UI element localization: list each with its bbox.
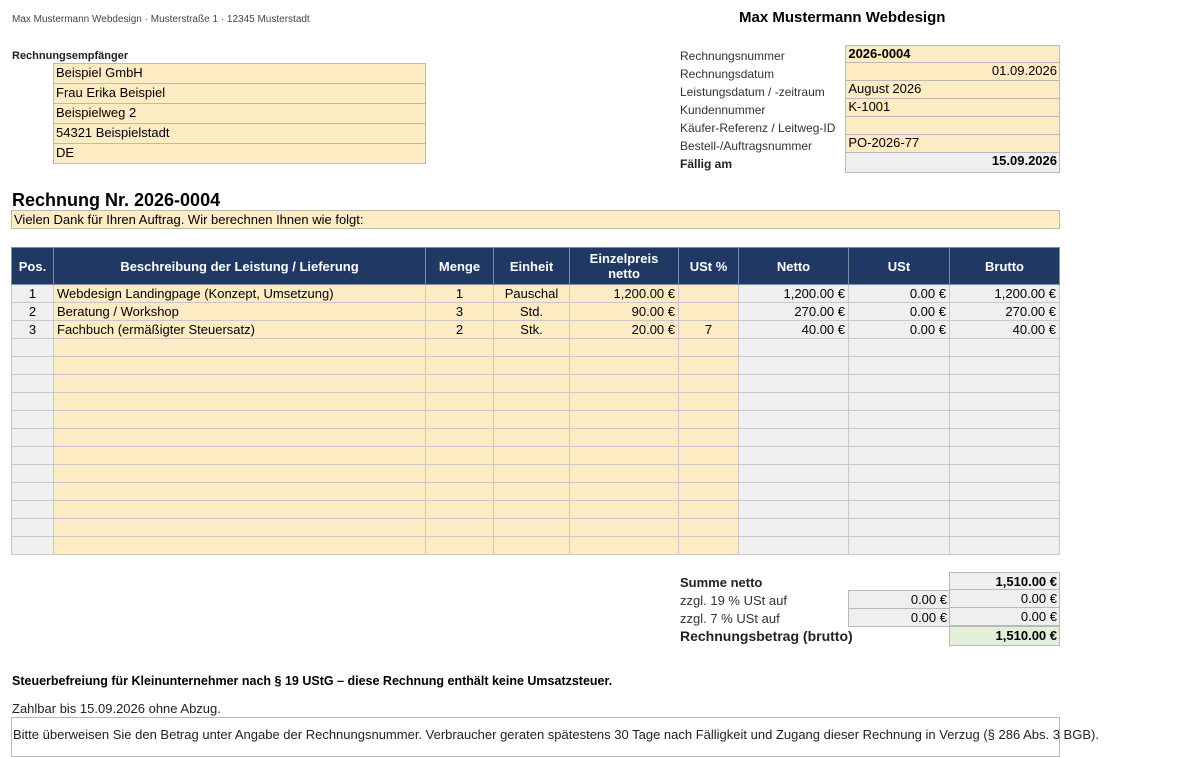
cell-unit[interactable] — [494, 357, 570, 375]
cell-quantity[interactable]: 1 — [426, 285, 494, 303]
cell-vat-rate[interactable] — [679, 447, 739, 465]
gross-total-value: 1,510.00 € — [949, 626, 1060, 646]
cell-unit[interactable] — [494, 339, 570, 357]
cell-unit-price[interactable] — [570, 393, 679, 411]
intro-text-field[interactable]: Vielen Dank für Ihren Auftrag. Wir berechnen Ihnen wie folgt: — [11, 210, 1060, 229]
cell-vat — [849, 393, 950, 411]
cell-unit-price[interactable] — [570, 483, 679, 501]
cell-unit[interactable] — [494, 393, 570, 411]
cell-gross — [950, 519, 1060, 537]
cell-unit[interactable] — [494, 483, 570, 501]
cell-vat-rate[interactable] — [679, 501, 739, 519]
cell-unit[interactable]: Pauschal — [494, 285, 570, 303]
cell-unit-price[interactable]: 20.00 € — [570, 321, 679, 339]
meta-label: Rechnungsdatum — [680, 67, 775, 81]
cell-pos: 1 — [12, 285, 54, 303]
cell-description[interactable]: Fachbuch (ermäßigter Steuersatz) — [54, 321, 426, 339]
recipient-block — [53, 63, 426, 164]
cell-vat — [849, 447, 950, 465]
table-row — [12, 393, 1060, 411]
cell-vat — [849, 429, 950, 447]
table-row — [12, 321, 1060, 339]
table-header-row — [12, 248, 1060, 285]
col-header-vat: USt — [849, 248, 950, 285]
col-header-net: Netto — [739, 248, 849, 285]
cell-unit-price[interactable] — [570, 447, 679, 465]
cell-quantity[interactable]: 2 — [426, 321, 494, 339]
recipient-label: Rechnungsempfänger — [12, 50, 129, 62]
cell-description[interactable] — [54, 375, 426, 393]
cell-pos — [12, 393, 54, 411]
cell-quantity[interactable] — [426, 411, 494, 429]
invoice-date-field[interactable]: 01.09.2026 — [845, 62, 1060, 83]
service-date-field[interactable]: August 2026 — [845, 80, 1060, 101]
cell-gross — [950, 447, 1060, 465]
col-header-unit-price: Einzelpreis netto — [570, 248, 679, 285]
cell-unit-price[interactable] — [570, 357, 679, 375]
cell-unit[interactable] — [494, 465, 570, 483]
cell-description[interactable] — [54, 411, 426, 429]
cell-quantity[interactable] — [426, 501, 494, 519]
cell-pos — [12, 357, 54, 375]
cell-gross — [950, 483, 1060, 501]
recipient-line[interactable]: DE — [53, 143, 426, 164]
table-row — [12, 429, 1060, 447]
cell-description[interactable] — [54, 393, 426, 411]
payment-terms: Zahlbar bis 15.09.2026 ohne Abzug. — [12, 701, 221, 716]
gross-total-label: Rechnungsbetrag (brutto) — [680, 628, 853, 644]
cell-description[interactable] — [54, 501, 426, 519]
cell-unit[interactable] — [494, 375, 570, 393]
cell-net — [739, 519, 849, 537]
cell-quantity[interactable]: 3 — [426, 303, 494, 321]
table-row — [12, 339, 1060, 357]
meta-label: Rechnungsnummer — [680, 49, 785, 63]
cell-unit-price[interactable] — [570, 519, 679, 537]
meta-label: Käufer-Referenz / Leitweg-ID — [680, 121, 836, 135]
meta-row — [680, 153, 1060, 171]
cell-gross: 1,200.00 € — [950, 285, 1060, 303]
cell-quantity[interactable] — [426, 465, 494, 483]
cell-description[interactable] — [54, 447, 426, 465]
cell-net — [739, 537, 849, 555]
sender-line: Max Mustermann Webdesign · Musterstraße 1 · 12345 Musterstadt — [12, 14, 310, 25]
cell-quantity[interactable] — [426, 393, 494, 411]
cell-unit[interactable] — [494, 501, 570, 519]
table-row — [12, 303, 1060, 321]
cell-pos: 3 — [12, 321, 54, 339]
cell-unit-price[interactable] — [570, 465, 679, 483]
cell-description[interactable] — [54, 339, 426, 357]
cell-vat — [849, 375, 950, 393]
cell-description[interactable]: Webdesign Landingpage (Konzept, Umsetzung) — [54, 285, 426, 303]
col-header-unit: Einheit — [494, 248, 570, 285]
col-header-vat-rate: USt % — [679, 248, 739, 285]
table-row — [12, 411, 1060, 429]
cell-quantity[interactable] — [426, 483, 494, 501]
meta-label: Kundennummer — [680, 103, 766, 117]
net-total-label: Summe netto — [680, 575, 763, 590]
vat7-label: zzgl. 7 % USt auf — [680, 611, 780, 626]
cell-net — [739, 393, 849, 411]
cell-net — [739, 501, 849, 519]
cell-net — [739, 483, 849, 501]
cell-description[interactable] — [54, 357, 426, 375]
cell-vat-rate[interactable] — [679, 483, 739, 501]
table-row — [12, 447, 1060, 465]
cell-vat-rate[interactable] — [679, 375, 739, 393]
cell-vat-rate[interactable] — [679, 519, 739, 537]
col-header-quantity: Menge — [426, 248, 494, 285]
cell-vat-rate[interactable] — [679, 429, 739, 447]
cell-unit-price[interactable] — [570, 411, 679, 429]
cell-unit-price[interactable] — [570, 537, 679, 555]
meta-label: Fällig am — [680, 157, 733, 171]
cell-vat-rate[interactable] — [679, 303, 739, 321]
table-body — [12, 285, 1060, 555]
cell-gross — [950, 429, 1060, 447]
cell-net — [739, 339, 849, 357]
company-name: Max Mustermann Webdesign — [739, 9, 946, 26]
cell-gross — [950, 465, 1060, 483]
cell-pos: 2 — [12, 303, 54, 321]
cell-net: 40.00 € — [739, 321, 849, 339]
meta-row — [680, 45, 1060, 63]
cell-description[interactable]: Beratung / Workshop — [54, 303, 426, 321]
cell-vat: 0.00 € — [849, 303, 950, 321]
transfer-note-field[interactable]: Bitte überweisen Sie den Betrag unter Angabe der Rechnungsnummer. Verbraucher geraten spätestens 30 Tage nach Fälligkeit und Zugang dieser Rechnung in Verzug (§ 286 Abs. 3 BGB). — [11, 717, 1060, 757]
vat19-base: 0.00 € — [848, 590, 950, 609]
invoice-meta — [680, 45, 1060, 171]
cell-gross: 40.00 € — [950, 321, 1060, 339]
cell-gross — [950, 393, 1060, 411]
meta-label: Leistungsdatum / -zeitraum — [680, 85, 825, 99]
tax-exemption-note: Steuerbefreiung für Kleinunternehmer nach § 19 UStG – diese Rechnung enthält keine Umsatzsteuer. — [12, 674, 613, 688]
cell-gross — [950, 357, 1060, 375]
cell-vat-rate[interactable]: 7 — [679, 321, 739, 339]
invoice-title: Rechnung Nr. 2026-0004 — [12, 190, 221, 210]
table-row — [12, 501, 1060, 519]
cell-vat-rate[interactable] — [679, 285, 739, 303]
meta-label: Bestell-/Auftragsnummer — [680, 139, 813, 153]
cell-pos — [12, 537, 54, 555]
vat19-value: 0.00 € — [949, 589, 1060, 608]
recipient-line[interactable]: 54321 Beispielstadt — [53, 123, 426, 144]
cell-vat — [849, 501, 950, 519]
cell-vat: 0.00 € — [849, 285, 950, 303]
cell-vat — [849, 465, 950, 483]
due-date-field: 15.09.2026 — [845, 152, 1060, 173]
vat7-base: 0.00 € — [848, 608, 950, 627]
cell-vat — [849, 339, 950, 357]
cell-description[interactable] — [54, 519, 426, 537]
cell-gross: 270.00 € — [950, 303, 1060, 321]
col-header-gross: Brutto — [950, 248, 1060, 285]
cell-gross — [950, 411, 1060, 429]
cell-net: 1,200.00 € — [739, 285, 849, 303]
cell-vat — [849, 537, 950, 555]
vat7-value: 0.00 € — [949, 607, 1060, 626]
table-row — [12, 483, 1060, 501]
table-row — [12, 375, 1060, 393]
order-number-field[interactable]: PO-2026-77 — [845, 134, 1060, 155]
cell-unit[interactable]: Stk. — [494, 321, 570, 339]
cell-unit-price[interactable]: 1,200.00 € — [570, 285, 679, 303]
cell-net — [739, 375, 849, 393]
cell-pos — [12, 483, 54, 501]
meta-row — [680, 117, 1060, 135]
line-items-table — [11, 247, 1060, 555]
cell-quantity[interactable] — [426, 357, 494, 375]
cell-quantity[interactable] — [426, 375, 494, 393]
cell-gross — [950, 501, 1060, 519]
cell-vat-rate[interactable] — [679, 465, 739, 483]
cell-unit-price[interactable]: 90.00 € — [570, 303, 679, 321]
cell-pos — [12, 339, 54, 357]
cell-gross — [950, 339, 1060, 357]
meta-row — [680, 81, 1060, 99]
cell-quantity[interactable] — [426, 339, 494, 357]
cell-vat — [849, 357, 950, 375]
cell-vat — [849, 519, 950, 537]
net-total-value: 1,510.00 € — [949, 572, 1060, 591]
cell-pos — [12, 375, 54, 393]
vat19-label: zzgl. 19 % USt auf — [680, 593, 787, 608]
table-row — [12, 537, 1060, 555]
cell-unit-price[interactable] — [570, 501, 679, 519]
cell-pos — [12, 429, 54, 447]
cell-unit[interactable] — [494, 447, 570, 465]
table-row — [12, 357, 1060, 375]
cell-pos — [12, 501, 54, 519]
cell-unit[interactable] — [494, 537, 570, 555]
cell-quantity[interactable] — [426, 447, 494, 465]
cell-quantity[interactable] — [426, 537, 494, 555]
cell-vat: 0.00 € — [849, 321, 950, 339]
cell-gross — [950, 375, 1060, 393]
col-header-pos: Pos. — [12, 248, 54, 285]
cell-description[interactable] — [54, 465, 426, 483]
cell-vat-rate[interactable] — [679, 393, 739, 411]
meta-row — [680, 99, 1060, 117]
cell-net — [739, 429, 849, 447]
meta-row — [680, 63, 1060, 81]
cell-pos — [12, 411, 54, 429]
cell-unit[interactable] — [494, 519, 570, 537]
cell-pos — [12, 465, 54, 483]
cell-unit[interactable] — [494, 429, 570, 447]
cell-unit-price[interactable] — [570, 375, 679, 393]
recipient-line[interactable]: Frau Erika Beispiel — [53, 83, 426, 104]
customer-number-field[interactable]: K-1001 — [845, 98, 1060, 119]
cell-vat — [849, 411, 950, 429]
table-row — [12, 465, 1060, 483]
cell-net — [739, 411, 849, 429]
cell-quantity[interactable] — [426, 519, 494, 537]
cell-unit[interactable] — [494, 411, 570, 429]
cell-gross — [950, 537, 1060, 555]
cell-description[interactable] — [54, 537, 426, 555]
cell-net — [739, 447, 849, 465]
recipient-line[interactable]: Beispielweg 2 — [53, 103, 426, 124]
cell-description[interactable] — [54, 429, 426, 447]
cell-quantity[interactable] — [426, 429, 494, 447]
cell-unit-price[interactable] — [570, 339, 679, 357]
cell-pos — [12, 447, 54, 465]
cell-description[interactable] — [54, 483, 426, 501]
table-row — [12, 285, 1060, 303]
cell-unit-price[interactable] — [570, 429, 679, 447]
cell-unit[interactable]: Std. — [494, 303, 570, 321]
cell-net: 270.00 € — [739, 303, 849, 321]
cell-pos — [12, 519, 54, 537]
col-header-description: Beschreibung der Leistung / Lieferung — [54, 248, 426, 285]
cell-vat-rate[interactable] — [679, 537, 739, 555]
table-row — [12, 519, 1060, 537]
cell-vat-rate[interactable] — [679, 339, 739, 357]
recipient-line[interactable]: Beispiel GmbH — [53, 63, 426, 84]
meta-row — [680, 135, 1060, 153]
invoice-number-field[interactable]: 2026-0004 — [845, 45, 1060, 65]
cell-vat-rate[interactable] — [679, 411, 739, 429]
cell-vat — [849, 483, 950, 501]
cell-vat-rate[interactable] — [679, 357, 739, 375]
cell-net — [739, 465, 849, 483]
cell-net — [739, 357, 849, 375]
